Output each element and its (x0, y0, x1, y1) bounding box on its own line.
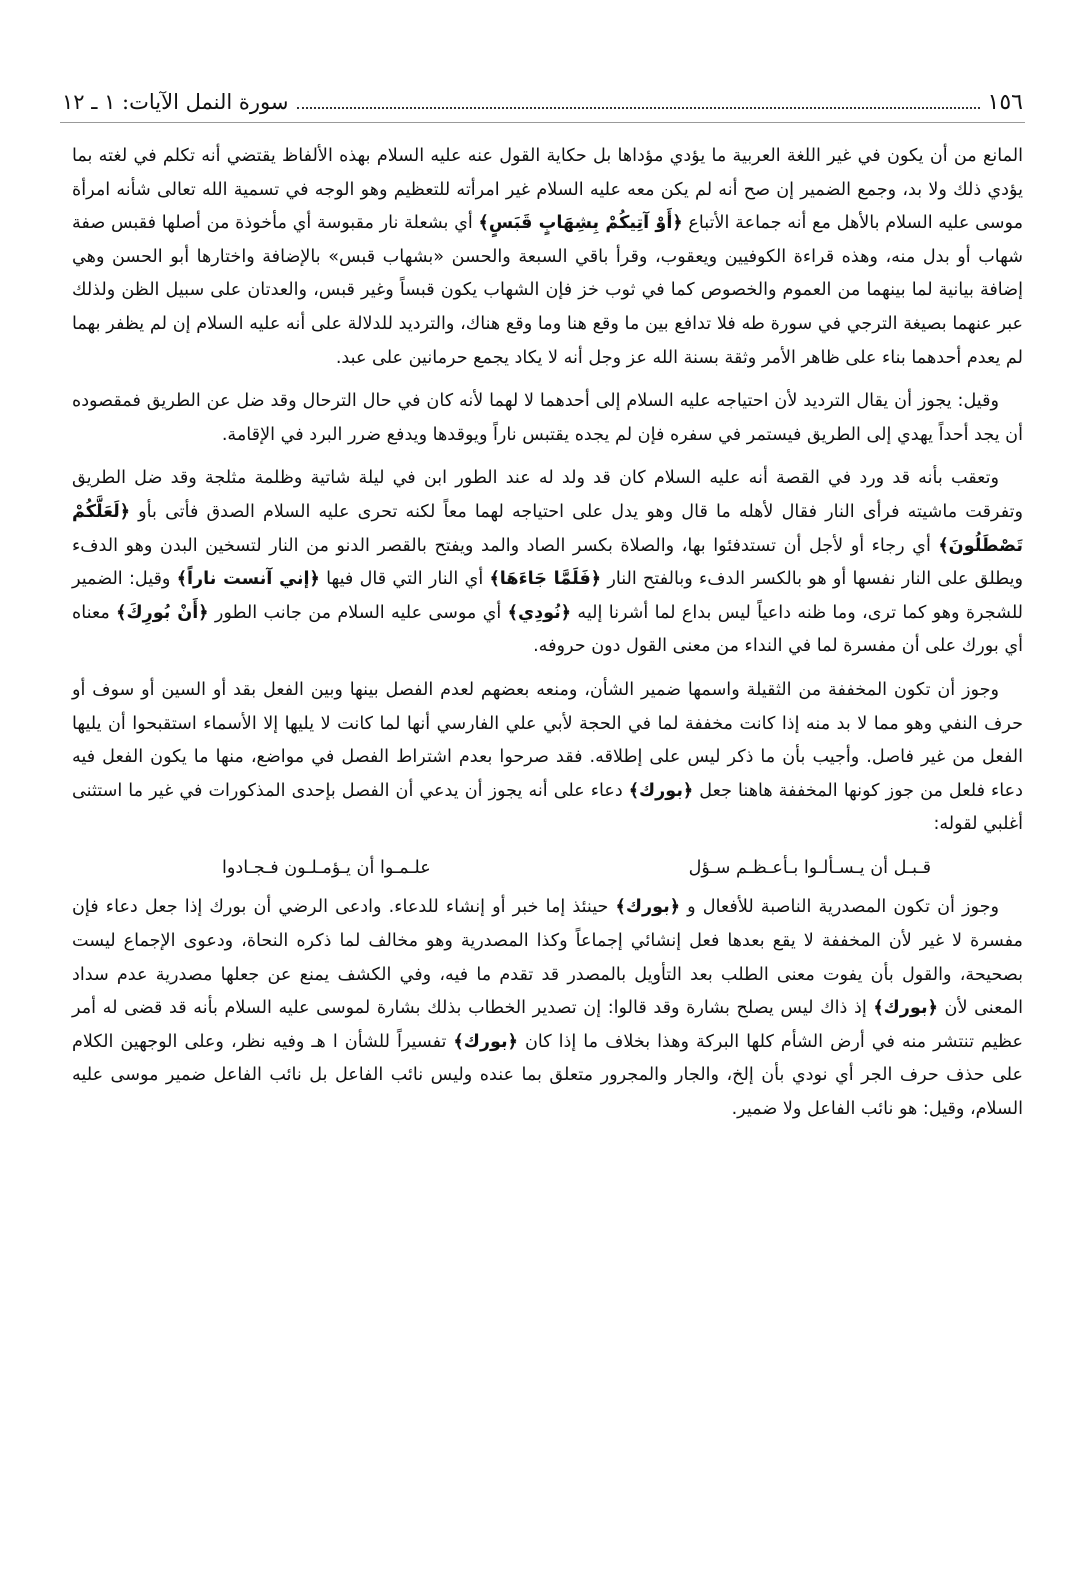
page-number: ١٥٦ (987, 89, 1023, 115)
paragraph: وقيل: يجوز أن يقال الترديد لأن احتياجه عليه السلام إلى أحدهما لا لهما لأنه كان في حال الترحال وقد ضل عن الطريق فمقصوده أن يجد أحداً يهدي إلى الطريق فيستمر في سفره فإن لم يجده يقتبس ناراً ويوقدها ويدفع ضرر البرد في الإقامة. (72, 391, 1023, 445)
quran-quote: ﴿بورك﴾ (453, 1031, 518, 1052)
paragraph: وجوز أن تكون المخففة من الثقيلة واسمها ضمير الشأن، ومنعه بعضهم لعدم الفصل بينها وبين الفعل بقد أو السين أو سوف أو حرف النفي وهو مما لا بد منه إذا كانت مخففة لما في الحجة لأبي علي الفارسي أنها لما كانت لا يليها إلا الأسماء استقبحوا أن يليها الفعل من غير فاصل. وأجيب بأن ما ذكر ليس على إطلاقه. فقد صرحوا بعدم اشتراط الفصل في مواضع، منها ما يكون الفعل فيه دعاء فلعل من جوز كونها المخففة هاهنا جعل ﴿بورك﴾ دعاء على أنه يجوز أن يدعي أن الفصل بإحدى المذكورات في غير ما استثنى أغلبي لقوله: (72, 679, 1023, 835)
paragraph: وتعقب بأنه قد ورد في القصة أنه عليه السلام كان قد ولد له عند الطور ابن في ليلة شاتية وظلمة مثلجة وقد ضل الطريق وتفرقت ماشيته فرأى النار فقال لأهله ما قال وهو يدل على احتياجه لهما معاً لكنه تحرى عليه السلام الصدق فأتى بأو ﴿لَعَلَّكُمْ تَصْطَلُونَ﴾ أي رجاء أو لأجل أن تستدفئوا بها، والصلاة بكسر الصاد والمد ويفتح بالقصر الدنو من النار لتسخين البدن وهو الدفء ويطلق على النار نفسها أو هو بالكسر الدفء وبالفتح النار ﴿فَلَمَّا جَاءَهَا﴾ أي النار التي قال فيها ﴿إني آنست ناراً﴾ وقيل: الضمير للشجرة وهو كما ترى، وما ظنه داعياً ليس بداع لما أشرنا إليه ﴿نُودِي﴾ أي موسى عليه السلام من جانب الطور ﴿أَنْ بُورِكَ﴾ معناه أي بورك على أن مفسرة لما في النداء من معنى القول دون حروفه. (72, 468, 1023, 657)
header-leader-dots (297, 107, 980, 109)
header-divider (60, 122, 1025, 123)
quran-quote: ﴿إني آنست ناراً﴾ (176, 569, 320, 590)
page-header (62, 84, 1023, 120)
running-title: سورة النمل الآيات: ١ ـ ١٢ (62, 90, 289, 114)
poetry-verse (72, 852, 1023, 886)
poem-hemistich-second: علـمـوا أن يـؤمـلـون فـجـادوا (222, 857, 431, 878)
quran-quote: ﴿أَنْ بُورِكَ﴾ (116, 602, 209, 623)
quran-quote: ﴿نُودِي﴾ (507, 602, 572, 623)
main-text (72, 140, 1023, 1137)
quran-quote: ﴿بورك﴾ (628, 780, 694, 801)
poem-hemistich-first: قـبـل أن يـسـألـوا بـأعـظـم سـؤل (688, 857, 931, 878)
quran-quote: ﴿لَعَلَّكُمْ تَصْطَلُونَ﴾ (72, 501, 1023, 556)
paragraph: وجوز أن تكون المصدرية الناصبة للأفعال و ﴿بورك﴾ حينئذ إما خبر أو إنشاء للدعاء. وادعى الرضي أن بورك إذا جعل دعاء فإن مفسرة لا غير لأن المخففة لا يقع بعدها فعل إنشائي إجماعاً وكذا المصدرية وهو مخالف لما ذكره النحاة، ودعوى الإجماع ليست بصحيحة، والقول بأن يفوت معنى الطلب بعد التأويل بالمصدر قد تقدم ما فيه، وفي الكشف يمنع عن جعلها مصدرية عدم سداد المعنى لأن ﴿بورك﴾ إذ ذاك ليس يصلح بشارة وقد قالوا: إن تصدير الخطاب بذلك بشارة لموسى عليه السلام بأنه قد قضى له أمر عظيم تنتشر منه في أرض الشأم كلها البركة وهذا بخلاف ما إذا كان ﴿بورك﴾ تفسيراً للشأن ا هـ وفيه نظر، وعلى الوجهين الكلام على حذف حرف الجر أي نودي بأن إلخ، والجار والمجرور متعلق بما عنده وليس نائب الفاعل بل نائب الفاعل ضمير موسى عليه السلام، وقيل: هو نائب الفاعل ولا ضمير. (72, 897, 1023, 1120)
paragraph: المانع من أن يكون في غير اللغة العربية ما يؤدي مؤداها بل حكاية القول عنه عليه السلام بهذه الألفاظ يقتضي أنه تكلم في لغته بما يؤدي ذلك ولا بد، وجمع الضمير إن صح أنه لم يكن معه عليه السلام غير امرأته للتعظيم وهو الوجه في تسمية الله تعالى شأنه امرأة موسى عليه السلام بالأهل مع أنه جماعة الأتباع ﴿أَوْ آتِيكُمْ بِشِهَابٍ قَبَسٍ﴾ أي بشعلة نار مقبوسة أي مأخوذة من أصلها فقبس صفة شهاب أو بدل منه، وهذه قراءة الكوفيين ويعقوب، وقرأ باقي السبعة والحسن «بشهاب قبس» بالإضافة واختارها أبو الحسن وهي إضافة بيانية لما بينهما من العموم والخصوص كما في ثوب خز فإن الشهاب يكون قبساً وغير قبس، والعدتان على سبيل الظن ولذلك عبر عنهما بصيغة الترجي في سورة طه فلا تدافع بين ما وقع هنا وما وقع هناك، والترديد للدلالة على أنه عليه السلام إن لم يظفر بهما لم يعدم أحدهما بناء على ظاهر الأمر وثقة بسنة الله عز وجل أنه لا يكاد يجمع حرمانين على عبد. (72, 146, 1023, 368)
quran-quote: ﴿بورك﴾ (615, 897, 681, 918)
quran-quote: ﴿بورك﴾ (873, 998, 938, 1019)
quran-quote: ﴿فَلَمَّا جَاءَهَا﴾ (489, 569, 602, 590)
quran-quote: ﴿أَوْ آتِيكُمْ بِشِهَابٍ قَبَسٍ﴾ (478, 213, 683, 234)
